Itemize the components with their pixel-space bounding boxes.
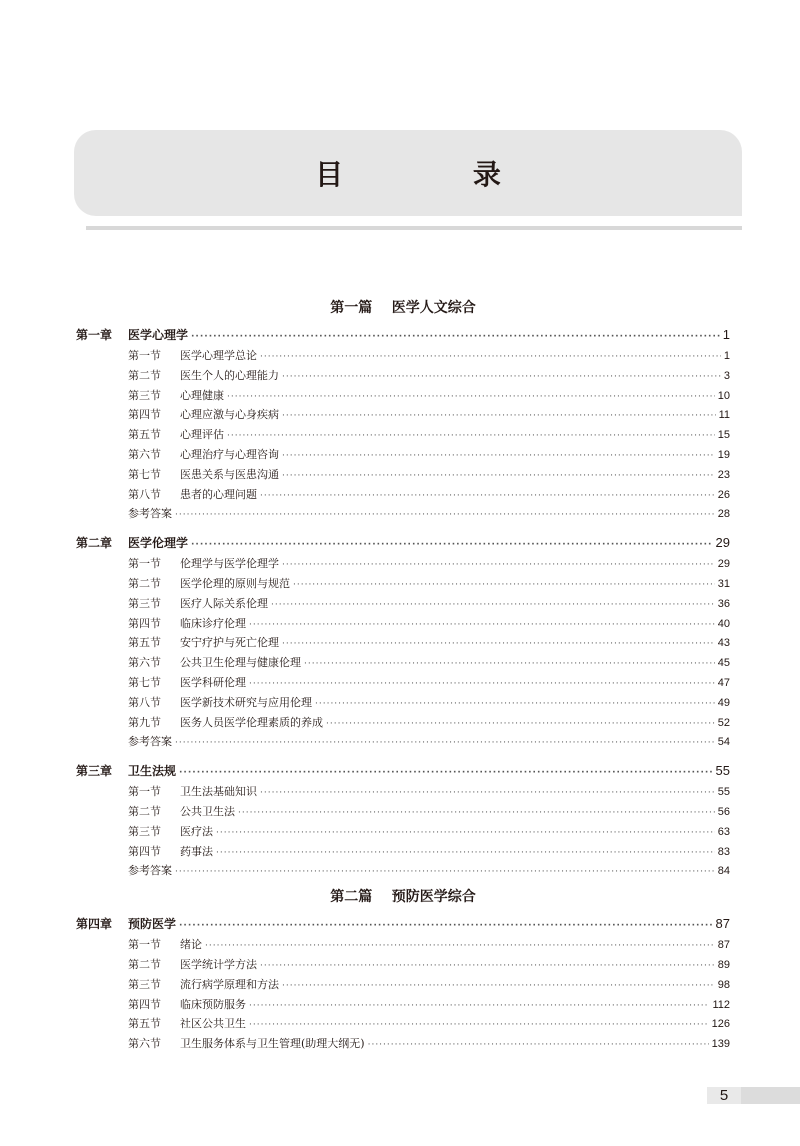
chapter-row[interactable] (76, 760, 730, 782)
section-page: 63 (717, 825, 730, 838)
section-title: 流行病学原理和方法 (180, 977, 279, 991)
section-title: 医疗人际关系伦理 (180, 596, 268, 610)
section-number: 第九节 (128, 715, 161, 729)
section-page: 10 (717, 389, 730, 402)
section-row[interactable] (76, 673, 730, 693)
section-page: 19 (717, 448, 730, 461)
dot-leader (282, 556, 715, 576)
section-title: 心理健康 (180, 388, 224, 402)
section-row[interactable] (76, 445, 730, 465)
part-title: 第一篇 医学人文综合 (330, 300, 476, 316)
dot-leader (315, 695, 715, 715)
section-row[interactable] (76, 693, 730, 713)
section-title: 医学伦理的原则与规范 (180, 576, 290, 590)
section-row[interactable] (76, 822, 730, 842)
section-number: 第四节 (128, 997, 161, 1011)
chapter-title: 预防医学 (128, 917, 177, 932)
chapter-page: 55 (715, 763, 730, 779)
chapter-number: 第三章 (76, 764, 113, 779)
dot-leader (368, 1036, 709, 1056)
chapter-row[interactable] (76, 324, 730, 346)
section-title: 医学新技术研究与应用伦理 (180, 695, 312, 709)
section-title: 患者的心理问题 (180, 487, 257, 501)
section-number: 第一节 (128, 349, 161, 362)
chapter-title: 医学伦理学 (128, 536, 189, 551)
section-page: 139 (711, 1038, 730, 1051)
dot-leader (282, 635, 715, 655)
section-number: 第六节 (128, 1037, 161, 1051)
section-page: 112 (712, 998, 730, 1011)
section-page: 52 (717, 716, 730, 729)
section-title: 医患关系与医患沟通 (180, 467, 279, 481)
section-number: 第六节 (128, 447, 161, 461)
section-title: 临床预防服务 (180, 997, 246, 1011)
section-number: 第八节 (128, 695, 161, 709)
section-page: 56 (717, 805, 730, 818)
section-row[interactable] (76, 1014, 730, 1034)
section-number: 第五节 (128, 428, 161, 442)
section-number: 第七节 (128, 467, 161, 481)
section-number: 第二节 (128, 957, 161, 971)
answers-row[interactable] (76, 861, 730, 881)
dot-leader (216, 844, 715, 864)
chapter-number: 第一章 (76, 328, 113, 342)
section-number: 第二节 (128, 576, 161, 590)
section-row[interactable] (76, 614, 730, 634)
section-number: 第四节 (128, 616, 161, 630)
section-title: 伦理学与医学伦理学 (180, 557, 279, 571)
section-number: 第一节 (128, 938, 161, 952)
section-page: 45 (717, 657, 730, 670)
page-title: 目 录 (315, 158, 561, 191)
chapter-number: 第二章 (76, 536, 113, 551)
section-number: 第八节 (128, 487, 161, 501)
section-number: 第五节 (128, 1017, 161, 1031)
chapter-row[interactable] (76, 532, 730, 554)
chapter-page: 87 (715, 916, 730, 932)
section-page: 11 (718, 409, 730, 422)
section-row[interactable] (76, 633, 730, 653)
section-row[interactable] (76, 713, 730, 733)
dot-leader (249, 675, 715, 695)
dot-leader (271, 596, 715, 616)
section-page: 23 (717, 468, 730, 481)
section-row[interactable] (76, 802, 730, 822)
section-title: 绪论 (180, 938, 202, 952)
section-number: 第一节 (128, 785, 161, 799)
part-title: 第二篇 预防医学综合 (330, 889, 476, 906)
section-row[interactable] (76, 554, 730, 574)
section-number: 第四节 (128, 408, 161, 422)
dot-leader (260, 348, 721, 368)
section-title: 卫生服务体系与卫生管理(助理大纲无) (180, 1037, 365, 1051)
section-number: 第三节 (128, 977, 161, 991)
title-underline (86, 226, 742, 230)
dot-leader (293, 576, 715, 596)
dot-leader (304, 655, 715, 675)
section-row[interactable] (76, 955, 730, 975)
answers-row[interactable] (76, 504, 730, 524)
section-page: 31 (717, 577, 730, 590)
section-title: 参考答案 (128, 507, 172, 521)
section-row[interactable] (76, 1034, 730, 1054)
section-page: 89 (717, 958, 730, 971)
section-row[interactable] (76, 366, 730, 386)
chapter-title: 卫生法规 (128, 764, 177, 779)
dot-leader (238, 804, 715, 824)
section-row[interactable] (76, 842, 730, 862)
section-title: 心理评估 (180, 428, 224, 442)
dot-leader (282, 407, 716, 427)
section-title: 药事法 (180, 844, 213, 858)
dot-leader (216, 824, 715, 844)
section-row[interactable] (76, 574, 730, 594)
section-row[interactable] (76, 386, 730, 406)
section-title: 医学统计学方法 (180, 957, 257, 971)
chapter-title: 医学心理学 (128, 328, 189, 342)
chapter-number: 第四章 (76, 917, 113, 932)
chapter-page: 29 (715, 535, 730, 551)
dot-leader (175, 506, 715, 526)
section-row[interactable] (76, 782, 730, 802)
dot-leader (227, 427, 715, 447)
section-row[interactable] (76, 485, 730, 505)
section-title: 安宁疗护与死亡伦理 (180, 636, 279, 650)
section-page: 29 (717, 558, 730, 571)
section-number: 第五节 (128, 636, 161, 650)
section-number: 第七节 (128, 675, 161, 689)
dot-leader (191, 326, 720, 348)
dot-leader (260, 487, 715, 507)
section-title: 心理应激与心身疾病 (180, 408, 279, 422)
section-page: 87 (717, 939, 730, 952)
dot-leader (282, 447, 715, 467)
section-page: 40 (717, 617, 730, 630)
section-title: 公共卫生法 (180, 804, 235, 818)
dot-leader (249, 616, 715, 636)
dot-leader (191, 534, 713, 556)
dot-leader (249, 997, 709, 1017)
section-title: 公共卫生伦理与健康伦理 (180, 656, 301, 670)
dot-leader (282, 368, 721, 388)
section-row[interactable] (76, 594, 730, 614)
section-title: 卫生法基础知识 (180, 785, 257, 799)
dot-leader (282, 977, 715, 997)
section-title: 医学心理学总论 (180, 349, 257, 362)
dot-leader (175, 863, 715, 883)
section-title: 医务人员医学伦理素质的养成 (180, 715, 323, 729)
section-page: 83 (717, 845, 730, 858)
section-page: 55 (717, 786, 730, 799)
section-number: 第三节 (128, 824, 161, 838)
section-number: 第二节 (128, 804, 161, 818)
section-title: 参考答案 (128, 864, 172, 878)
chapter-page: 1 (722, 327, 730, 342)
dot-leader (205, 937, 715, 957)
section-page: 126 (711, 1018, 730, 1031)
section-row[interactable] (76, 346, 730, 366)
section-row[interactable] (76, 405, 730, 425)
table-of-contents (76, 294, 730, 1054)
section-number: 第三节 (128, 388, 161, 402)
section-number: 第二节 (128, 368, 161, 382)
section-title: 心理治疗与心理咨询 (180, 447, 279, 461)
section-row[interactable] (76, 995, 730, 1015)
section-title: 医疗法 (180, 824, 213, 838)
section-page: 98 (717, 978, 730, 991)
section-number: 第三节 (128, 596, 161, 610)
section-page: 54 (717, 736, 730, 749)
section-page: 49 (717, 696, 730, 709)
dot-leader (227, 388, 715, 408)
dot-leader (326, 715, 715, 735)
section-row[interactable] (76, 935, 730, 955)
section-title: 参考答案 (128, 735, 172, 749)
section-title: 医学科研伦理 (180, 675, 246, 689)
section-title: 医生个人的心理能力 (180, 368, 279, 382)
section-page: 26 (717, 488, 730, 501)
section-row[interactable] (76, 425, 730, 445)
section-page: 47 (717, 676, 730, 689)
section-page: 1 (723, 350, 730, 362)
section-title: 临床诊疗伦理 (180, 616, 246, 630)
section-row[interactable] (76, 465, 730, 485)
section-title: 社区公共卫生 (180, 1017, 246, 1031)
dot-leader (179, 762, 713, 784)
section-page: 36 (717, 597, 730, 610)
answers-row[interactable] (76, 732, 730, 752)
section-page: 43 (717, 637, 730, 650)
dot-leader (260, 784, 715, 804)
dot-leader (260, 957, 715, 977)
section-number: 第一节 (128, 557, 161, 571)
dot-leader (179, 915, 713, 937)
chapter-row[interactable] (76, 913, 730, 935)
page-number: 5 (719, 1087, 729, 1104)
section-number: 第四节 (128, 844, 161, 858)
section-row[interactable] (76, 975, 730, 995)
section-page: 3 (723, 369, 730, 382)
section-number: 第六节 (128, 656, 161, 670)
dot-leader (282, 467, 715, 487)
section-page: 28 (717, 508, 730, 521)
dot-leader (175, 734, 715, 754)
section-page: 15 (717, 429, 730, 442)
section-page: 84 (717, 865, 730, 878)
section-row[interactable] (76, 653, 730, 673)
